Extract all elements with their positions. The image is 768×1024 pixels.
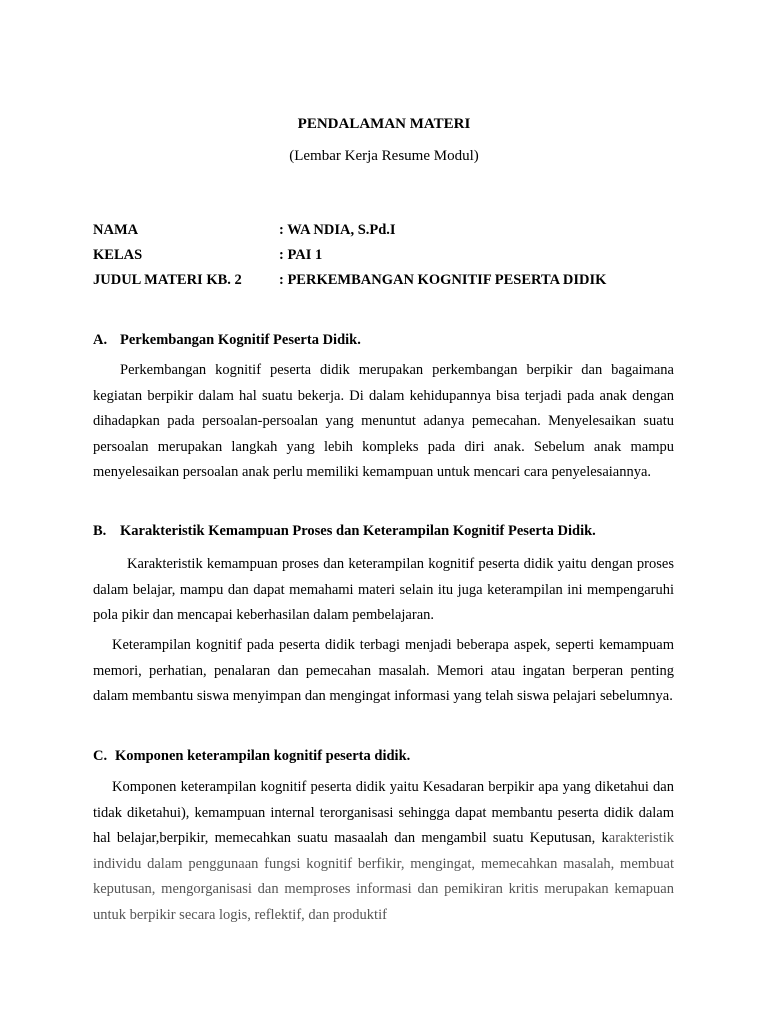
section-c-heading <box>93 746 683 766</box>
section-c-paragraph <box>93 775 674 929</box>
section-a-paragraph: Perkembangan kognitif peserta didik merupakan perkembangan berpikir dan bagaimana kegiatan berpikir dalam hal suatu bekerja. Di dalam kehidupannya bisa terjadi pada anak dengan dihadapkan pada persoalan-persoalan yang menuntut adanya pemecahan. Menyelesaikan suatu persoalan merupakan langkah yang lebih kompleks pada diri anak. Sebelum anak mampu menyelesaikan persoalan anak perlu memiliki kemampuan untuk mencari cara penyelesaiannya. <box>93 362 674 481</box>
document-subtitle: (Lembar Kerja Resume Modul) <box>289 148 479 164</box>
section-a-heading <box>93 330 683 350</box>
document-title: PENDALAMAN MATERI <box>297 116 471 132</box>
section-title: Komponen keterampilan kognitif peserta didik. <box>115 748 411 764</box>
section-marker: B. <box>93 523 107 539</box>
info-value: : WA NDIA, S.Pd.I <box>279 222 396 238</box>
info-value: : PERKEMBANGAN KOGNITIF PESERTA DIDIK <box>279 272 607 288</box>
section-b-paragraph-1: Karakteristik kemampuan proses dan keterampilan kognitif peserta didik yaitu dengan proses dalam belajar, mampu dan dapat memahami materi selain itu juga keterampilan ini mempengaruhi pola pikir dan mencapai keberhasilan dalam pembelajaran. <box>93 556 674 624</box>
section-b-heading <box>93 521 683 541</box>
info-label: JUDUL MATERI KB. 2 <box>93 272 242 288</box>
section-c-text: Komponen keterampilan kognitif peserta didik yaitu Kesadaran berpikir apa yang diketahui dan tidak diketahui), kemampuan internal terorganisasi sehingga dapat membantu peserta didik dalam hal belajar,berpikir, memecahkan suatu masaalah dan mengambil suatu Keputusan, k <box>93 779 674 847</box>
info-label: NAMA <box>93 222 139 238</box>
info-value: : PAI 1 <box>279 247 323 263</box>
section-marker: C. <box>93 748 108 764</box>
section-b-paragraph-2: Keterampilan kognitif pada peserta didik terbagi menjadi beberapa aspek, seperti kemampuam memori, perhatian, penalaran dan pemecahan masalah. Memori atau ingatan berperan penting dalam membantu siswa menyimpan dan mengingat informasi yang telah siswa pelajari sebelumnya. <box>93 637 674 705</box>
section-title: Perkembangan Kognitif Peserta Didik. <box>120 332 361 348</box>
section-c-text-gray: arakteristik individu dalam penggunaan fungsi kognitif berfikir, mengingat, memecahkan masalah, membuat keputusan, mengorganisasi dan memproses informasi dan pemikiran kritis merupakan kemapuan untuk berpikir secara logis, reflektif, dan produktif <box>93 830 674 923</box>
info-label: KELAS <box>93 247 143 263</box>
section-title: Karakteristik Kemampuan Proses dan Keterampilan Kognitif Peserta Didik. <box>120 523 596 539</box>
section-marker: A. <box>93 332 108 348</box>
